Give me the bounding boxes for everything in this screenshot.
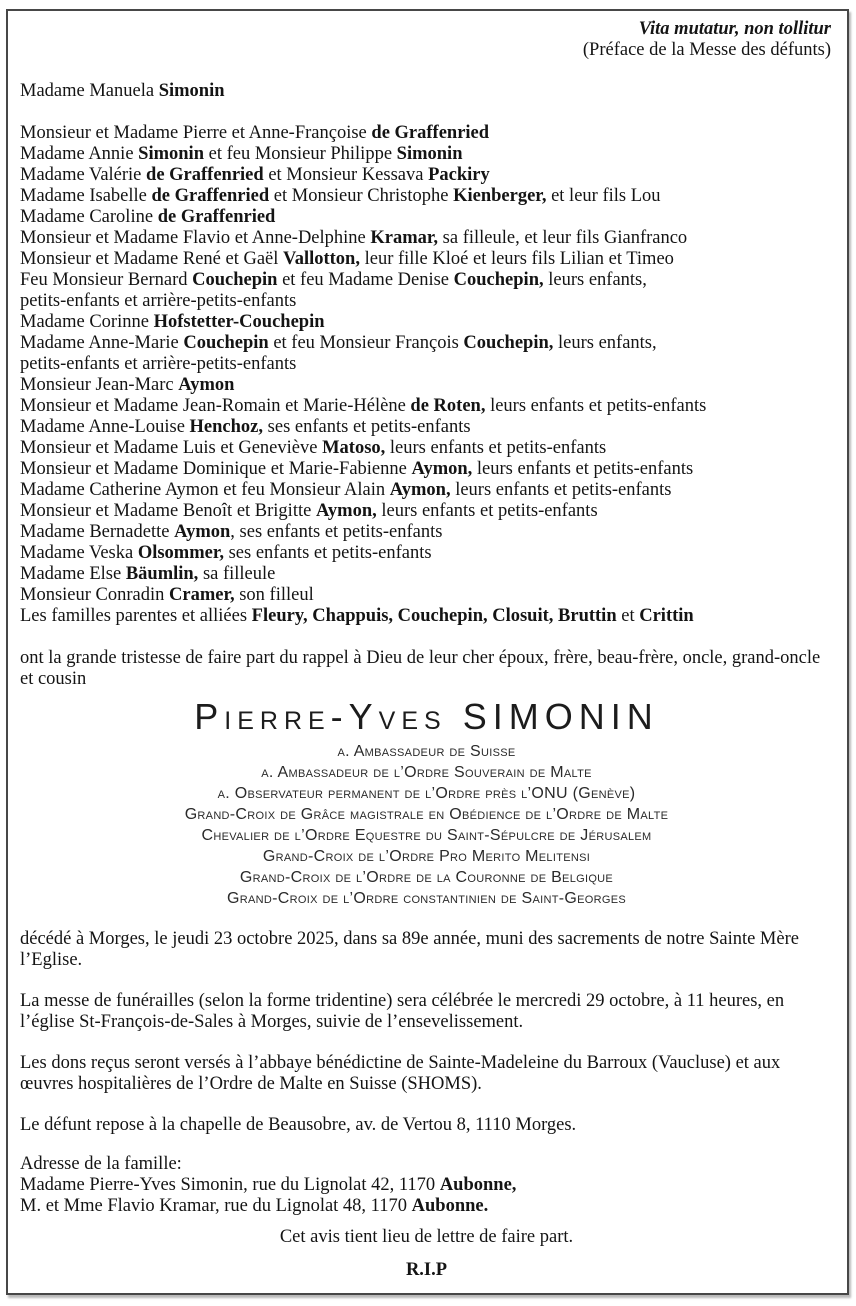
family-line: Madame Catherine Aymon et feu Monsieur Alain Aymon, leurs enfants et petits-enfants bbox=[20, 480, 672, 500]
family-line: Madame Anne-Marie Couchepin et feu Monsieur François Couchepin, leurs enfants, bbox=[20, 333, 657, 353]
title-line: Grand-Croix de l’Ordre de la Couronne de Belgique bbox=[239, 869, 614, 886]
family-line: Monsieur et Madame Pierre et Anne-Françoise de Graffenried bbox=[20, 123, 490, 143]
title-line: Grand-Croix de Grâce magistrale en Obédience de l’Ordre de Malte bbox=[184, 806, 669, 823]
family-line: Madame Isabelle de Graffenried et Monsieur Christophe Kienberger, et leur fils Lou bbox=[20, 186, 661, 206]
intro-paragraph: ont la grande tristesse de faire part du rappel à Dieu de leur cher époux, frère, beau-frère, oncle, grand-oncle et cousin bbox=[20, 648, 821, 689]
family-line: Madame Valérie de Graffenried et Monsieur Kessava Packiry bbox=[20, 165, 490, 185]
rip-line: R.I.P bbox=[405, 1260, 448, 1280]
family-line: Monsieur et Madame Jean-Romain et Marie-Hélène de Roten, leurs enfants et petits-enfants bbox=[20, 396, 707, 416]
title-line: a. Ambassadeur de Suisse bbox=[337, 743, 516, 760]
paragraph-donations: Les dons reçus seront versés à l’abbaye bénédictine de Sainte-Madeleine du Barroux (Vaucluse) et aux œuvres hospitalières de l’Ordre de Malte en Suisse (SHOMS). bbox=[20, 1053, 781, 1094]
family-line: Monsieur et Madame Flavio et Anne-Delphine Kramar, sa filleule, et leur fils Gianfranco bbox=[20, 228, 688, 248]
widow-line: Madame Manuela Simonin bbox=[20, 81, 225, 101]
deceased-name: Pierre-Yves SIMONIN bbox=[194, 696, 659, 737]
title-line: Grand-Croix de l’Ordre constantinien de Saint-Georges bbox=[227, 890, 626, 907]
titles-list bbox=[20, 741, 833, 909]
family-line: Madame Else Bäumlin, sa filleule bbox=[20, 564, 276, 584]
family-line: Monsieur et Madame René et Gaël Vallotton, leur fille Kloé et leurs fils Lilian et Timeo bbox=[20, 249, 674, 269]
family-line: Monsieur Jean-Marc Aymon bbox=[20, 375, 235, 395]
family-line: Madame Annie Simonin et feu Monsieur Philippe Simonin bbox=[20, 144, 463, 164]
address-lines bbox=[20, 1175, 833, 1217]
family-line: Madame Bernadette Aymon, ses enfants et petits-enfants bbox=[20, 522, 443, 542]
family-line: petits-enfants et arrière-petits-enfants bbox=[20, 291, 297, 311]
family-line: petits-enfants et arrière-petits-enfants bbox=[20, 354, 297, 374]
family-line: Les familles parentes et alliées Fleury, Chappuis, Couchepin, Closuit, Bruttin et Crittin bbox=[20, 606, 694, 626]
obituary-notice bbox=[6, 9, 849, 1295]
address-heading: Adresse de la famille: bbox=[20, 1154, 182, 1174]
family-line: Madame Corinne Hofstetter-Couchepin bbox=[20, 312, 325, 332]
family-line: Madame Caroline de Graffenried bbox=[20, 207, 276, 227]
family-line: Monsieur et Madame Benoît et Brigitte Aymon, leurs enfants et petits-enfants bbox=[20, 501, 598, 521]
family-line: Madame Anne-Louise Henchoz, ses enfants et petits-enfants bbox=[20, 417, 471, 437]
address-line: Madame Pierre-Yves Simonin, rue du Lignolat 42, 1170 Aubonne, bbox=[20, 1175, 517, 1195]
title-line: a. Observateur permanent de l’Ordre près l’ONU (Genève) bbox=[217, 785, 636, 802]
family-list bbox=[20, 123, 833, 627]
family-line: Monsieur et Madame Dominique et Marie-Fabienne Aymon, leurs enfants et petits-enfants bbox=[20, 459, 694, 479]
title-line: Chevalier de l’Ordre Equestre du Saint-Sépulcre de Jérusalem bbox=[201, 827, 652, 844]
title-line: Grand-Croix de l’Ordre Pro Merito Melitensi bbox=[262, 848, 591, 865]
epigraph-source: (Préface de la Messe des défunts) bbox=[582, 40, 831, 60]
epigraph bbox=[20, 19, 833, 61]
paragraph-death: décédé à Morges, le jeudi 23 octobre 2025, dans sa 89e année, muni des sacrements de notre Sainte Mère l’Eglise. bbox=[20, 929, 799, 970]
address-block bbox=[20, 1154, 833, 1217]
family-line: Monsieur Conradin Cramer, son filleul bbox=[20, 585, 314, 605]
family-line: Feu Monsieur Bernard Couchepin et feu Madame Denise Couchepin, leurs enfants, bbox=[20, 270, 647, 290]
paragraph-repose: Le défunt repose à la chapelle de Beausobre, av. de Vertou 8, 1110 Morges. bbox=[20, 1115, 577, 1135]
epigraph-quote: Vita mutatur, non tollitur bbox=[638, 19, 831, 39]
title-line: a. Ambassadeur de l’Ordre Souverain de Malte bbox=[261, 764, 592, 781]
closing-line: Cet avis tient lieu de lettre de faire part. bbox=[279, 1227, 574, 1247]
family-line: Monsieur et Madame Luis et Geneviève Matoso, leurs enfants et petits-enfants bbox=[20, 438, 607, 458]
paragraph-mass: La messe de funérailles (selon la forme tridentine) sera célébrée le mercredi 29 octobre, à 11 heures, en l’église St-François-de-Sales à Morges, suivie de l’ensevelissement. bbox=[20, 991, 785, 1032]
family-line: Madame Veska Olsommer, ses enfants et petits-enfants bbox=[20, 543, 432, 563]
address-line: M. et Mme Flavio Kramar, rue du Lignolat 48, 1170 Aubonne. bbox=[20, 1196, 489, 1216]
